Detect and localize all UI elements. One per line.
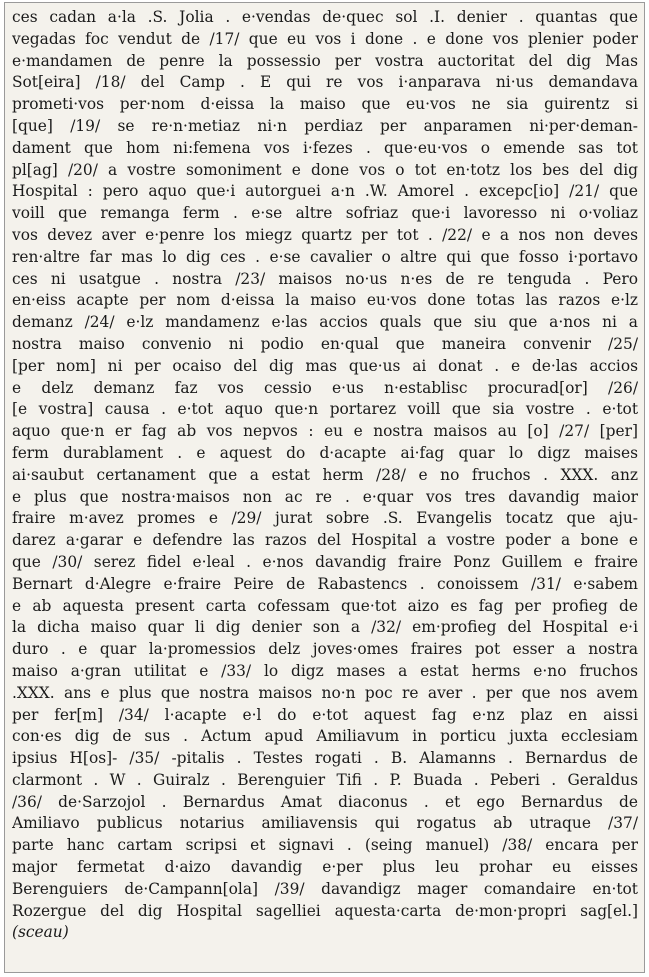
text-line: clarmont . W . Guiralz . Berenguier Tifi . P. Buada . Peberi . Geraldus [12, 770, 638, 789]
text-line: major fermetat d·aizo davandig e·per plus leu prohar eu eisses [12, 858, 638, 877]
charter-text [12, 7, 638, 922]
text-line: en·eiss acapte per nom d·eissa la maiso eu·vos done totas las razos e·lz [12, 291, 638, 310]
text-line: ferm durablament . e aquest do d·acapte ai·fag quar lo digz maises [12, 443, 638, 462]
text-line: .XXX. ans e plus que nostra maisos no·n poc re aver . per que nos avem [12, 683, 638, 702]
text-line: demanz /24/ e·lz mandamenz e·las accios quals que siu que a·nos ni a [12, 313, 638, 332]
text-line: Berenguiers de·Campann[ola] /39/ davandigz mager comandaire en·tot [12, 879, 638, 898]
text-line: con·es dig de sus . Actum apud Amiliavum in porticu juxta ecclesiam [12, 727, 638, 746]
text-line: e plus que nostra·maisos non ac re . e·quar vos tres davandig maior [12, 487, 638, 506]
text-line: maiso a·gran utilitat e /33/ lo digz mases a estat herms e·no fruchos [12, 661, 638, 680]
text-line: ai·saubut certanament que a estat herm /28/ e no fruchos . XXX. anz [12, 465, 638, 484]
text-line: Sot[eira] /18/ del Camp . E qui re vos i·anparava ni·us demandava [12, 73, 638, 92]
text-line: Rozergue del dig Hospital sagelliei aquesta·carta de·mon·propri sag[el.] [12, 901, 638, 920]
text-line: vegadas foc vendut de /17/ que eu vos i done . e done vos plenier poder [12, 29, 638, 48]
document-page [4, 2, 645, 973]
text-line: [e vostra] causa . e·tot aquo que·n portarez voill que sia vostre . e·tot [12, 400, 638, 419]
text-line: [que] /19/ se re·n·metiaz ni·n perdiaz per anparamen ni·per·deman- [12, 116, 638, 135]
text-line: ipsius H[os]- /35/ -pitalis . Testes rogati . B. Alamanns . Bernardus de [12, 749, 638, 768]
text-line: darez a·garar e defendre las razos del Hospital a vostre poder a bone e [12, 531, 638, 550]
text-line: e·mandamen de penre la possessio per vostra auctoritat del dig Mas [12, 51, 638, 70]
text-line: ces cadan a·la .S. Jolia . e·vendas de·quec sol .I. denier . quantas que [12, 8, 638, 26]
text-line: aquo que·n er fag ab vos nepvos : eu e nostra maisos au [o] /27/ [per] [12, 422, 638, 441]
text-line: Amiliavo publicus notarius amiliavensis qui rogatus ab utraque /37/ [12, 814, 638, 833]
text-line: duro . e quar la·promessios delz joves·omes fraires pot esser a nostra [12, 640, 638, 659]
text-line: la dicha maiso quar li dig denier son a /32/ em·profieg del Hospital e·i [12, 618, 638, 637]
text-line: prometi·vos per·nom d·eissa la maiso que eu·vos ne sia guirentz si [12, 95, 638, 114]
text-line: Hospital : pero aquo que·i autorguei a·n .W. Amorel . excepc[io] /21/ que [12, 182, 638, 201]
text-line: ces ni usatgue . nostra /23/ maisos no·us n·es de re tenguda . Pero [12, 269, 638, 288]
seal-note: (sceau) [12, 923, 69, 942]
text-line: parte hanc cartam scripsi et signavi . (seing manuel) /38/ encara per [12, 836, 638, 855]
text-line: ren·altre far mas lo dig ces . e·se cavalier o altre qui que fosso i·portavo [12, 247, 638, 266]
text-line: fraire m·avez promes e /29/ jurat sobre .S. Evangelis tocatz que aju- [12, 509, 638, 528]
text-line: per fer[m] /34/ l·acapte e·l do e·tot aquest fag e·nz plaz en aissi [12, 705, 638, 724]
text-line: /36/ de·Sarzojol . Bernardus Amat diaconus . et ego Bernardus de [12, 792, 638, 811]
text-line: Bernart d·Alegre e·fraire Peire de Rabastencs . conoissem /31/ e·sabem [12, 574, 638, 593]
text-line: que /30/ serez fidel e·leal . e·nos davandig fraire Ponz Guillem e fraire [12, 552, 638, 571]
text-line: pl[ag] /20/ a vostre somoniment e done vos o tot en·totz los bes del dig [12, 160, 638, 179]
text-line: voill que remanga ferm . e·se altre sofriaz que·i lavoresso ni o·voliaz [12, 204, 638, 223]
text-line: nostra maiso convenio ni podio en·qual que maneira convenir /25/ [12, 334, 638, 353]
text-line: vos devez aver e·penre los miegz quartz per tot . /22/ e a nos non deves [12, 225, 638, 244]
text-line: dament que hom ni:femena vos i·fezes . que·eu·vos o emende sas tot [12, 138, 638, 157]
text-line: e ab aquesta present carta cofessam que·tot aizo es fag per profieg de [12, 596, 638, 615]
text-line: e delz demanz faz vos cessio e·us n·establisc procurad[or] /26/ [12, 378, 638, 397]
text-line: [per nom] ni per ocaiso del dig mas que·us ai donat . e de·las accios [12, 356, 638, 375]
